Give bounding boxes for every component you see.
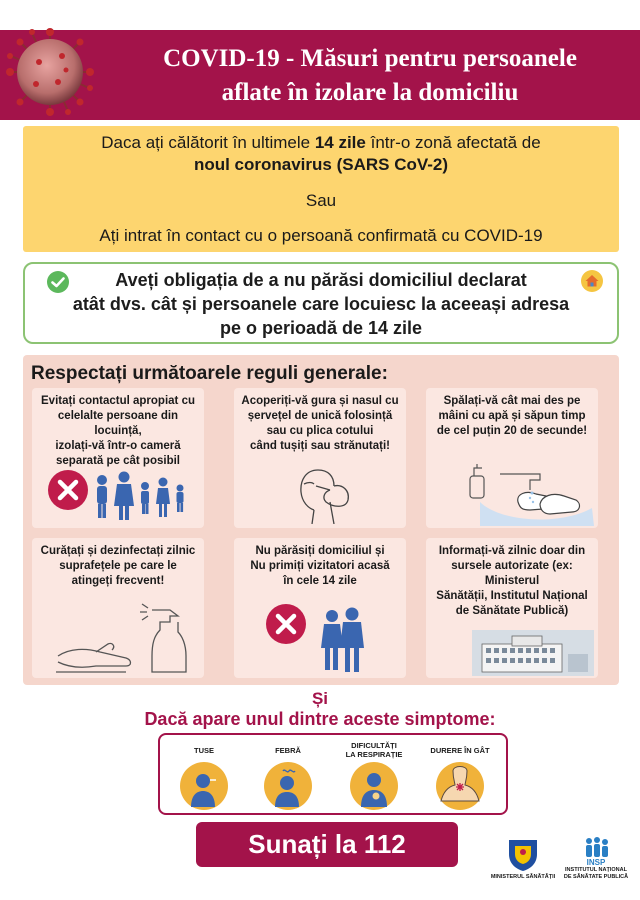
insp-logo — [556, 836, 636, 881]
breathing-difficulty-icon — [349, 761, 399, 811]
symptoms-title: Dacă apare unul dintre aceste simptome: — [144, 709, 496, 729]
rules-title: Respectați următoarele reguli generale: — [31, 363, 388, 384]
symptom-label: DIFICULTĂȚI LA RESPIRAȚIE — [345, 741, 403, 759]
travel-line-3: Ați intrat în contact cu o persoană confirmată cu COVID-19 — [99, 226, 543, 245]
travel-days: 14 zile — [314, 133, 366, 152]
page-title — [110, 42, 630, 110]
insp-mark-icon — [581, 836, 611, 858]
symptom-label: FEBRĂ — [275, 746, 301, 755]
avoid-contact-icon — [46, 468, 192, 524]
insp-name: INSTITUTUL NAȚIONAL DE SĂNĂTATE PUBLICĂ — [563, 867, 629, 880]
coronavirus-icon — [4, 26, 96, 118]
official-building-icon — [472, 630, 594, 676]
ministry-name: MINISTERUL SĂNĂTĂȚII — [490, 874, 556, 880]
travel-notice — [23, 126, 619, 252]
cough-icon — [179, 761, 229, 811]
travel-line-1 — [23, 132, 619, 154]
no-visitors-icon — [264, 604, 384, 674]
general-rules-panel — [23, 355, 619, 685]
rule-card-text: Acoperiți-vă gura și nasul cu șervețel de unică folosință sau cu plica cotului când tușiți sau strănutați! — [241, 395, 399, 452]
obligation-box — [23, 262, 619, 344]
title-line-1: COVID-19 - Măsuri pentru persoanele — [163, 45, 577, 72]
rule-card-text: Curățați și dezinfectați zilnic suprafețele pe care le atingeți frecvent! — [40, 545, 196, 587]
symptom-cough — [162, 741, 246, 811]
cough-elbow-icon — [288, 462, 358, 524]
travel-or: Sau — [305, 191, 337, 210]
travel-line-1-pre: Daca ați călătorit în ultimele — [101, 133, 315, 152]
rule-card-text: Evitați contactul apropiat cu celelalte persoane din locuință, izolați-vă într-o cameră separată pe cât posibil — [41, 395, 195, 467]
symptom-fever — [246, 741, 330, 811]
disinfect-spray-icon — [56, 596, 196, 676]
obligation-line-2: atât dvs. cât și persoanele care locuiesc la aceeași adresa — [72, 294, 570, 314]
rule-card-wash-hands — [426, 388, 598, 528]
symptoms-box — [158, 733, 508, 815]
symptom-label: DURERE ÎN GÂT — [430, 746, 490, 755]
obligation-line-1: Aveți obligația de a nu părăsi domiciliul declarat — [115, 270, 527, 290]
rule-card-text: Nu părăsiți domiciliul și Nu primiți vizitatori acasă în cele 14 zile — [250, 545, 390, 587]
travel-line-1-post: într-o zonă afectată de — [365, 133, 541, 152]
title-line-2: aflate în izolare la domiciliu — [221, 79, 519, 106]
rule-card-avoid-contact — [32, 388, 204, 528]
symptom-label: TUSE — [193, 746, 214, 755]
sore-throat-icon — [435, 761, 485, 811]
rule-card-text: Spălați-vă cât mai des pe mâini cu apă și săpun timp de cel puțin 20 de secunde! — [436, 395, 588, 437]
symptom-sore-throat — [418, 741, 502, 811]
rule-card-text: Informați-vă zilnic doar din sursele autorizate (ex: Ministerul Sănătății, Institutul Național de Sănătate Publică) — [436, 545, 588, 617]
symptom-breathing — [332, 741, 416, 811]
call-112-banner: Sunați la 112 — [196, 822, 458, 867]
ministry-crest-icon — [506, 836, 540, 872]
rule-card-official-info — [426, 538, 598, 678]
rule-card-no-visitors — [234, 538, 406, 678]
obligation-line-3: pe o perioadă de 14 zile — [219, 318, 423, 338]
ministry-logo — [488, 836, 558, 881]
fever-icon — [263, 761, 313, 811]
rule-card-cough — [234, 388, 406, 528]
hand-washing-icon — [460, 446, 594, 526]
and-label: Și — [311, 689, 329, 708]
travel-line-2: noul coronavirus (SARS CoV-2) — [193, 155, 449, 174]
insp-mark: INSP — [586, 858, 606, 867]
rule-card-disinfect — [32, 538, 204, 678]
